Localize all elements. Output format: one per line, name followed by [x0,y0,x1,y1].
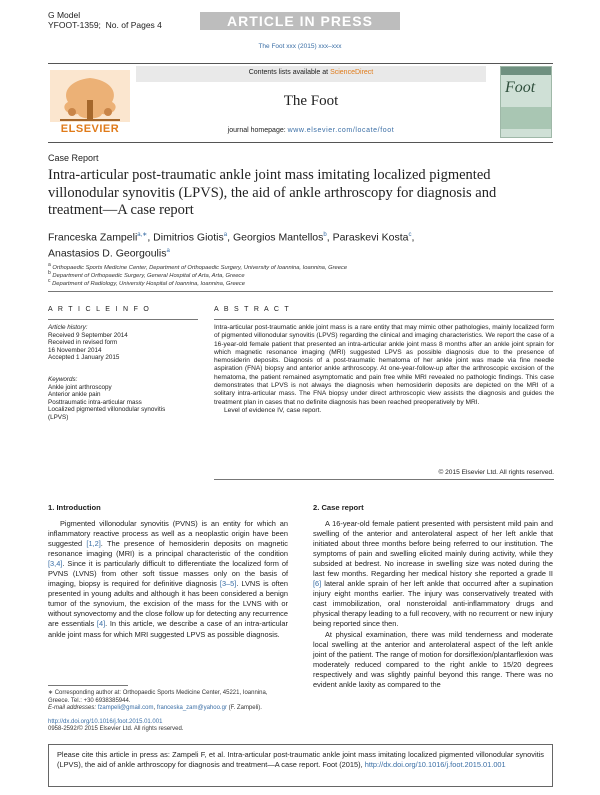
case-text: lateral ankle sprain of her left ankle that occurred after a supination injury eight months earlier. The injury was conservatively treated with cast immobilization, oral nonsteroidal anti-inflammatory drugs and physical therapy leading to a full recovery, with no recurrent or new injury being reported since then. [313,579,553,629]
page-count: No. of Pages 4 [105,20,162,30]
intro-text: Pigmented villonodular synovitis (PVNS) is an entity for which an inflammatory reactive process as well as a neoplastic origin have been suggested [48,519,288,549]
contents-line [136,69,486,76]
author-separator: , [227,231,233,244]
cover-band [501,107,551,129]
case-paragraph-1 [313,519,553,630]
contents-prefix: Contents lists available at [248,69,331,76]
history-item: 16 November 2014 [48,346,102,354]
author-separator: , [326,231,333,244]
intro-text: . The presence of hemosiderin deposits on magnetic resonance imaging (MRI) is a principal characteristic of the condition [48,539,288,559]
introduction-paragraph [48,519,288,640]
history-item: Received 9 September 2014 [48,331,128,339]
citation-box [48,744,553,787]
footnote-rule [48,685,128,686]
email-line [48,705,288,713]
divider-info [48,319,198,320]
history-label: Article history: [48,324,88,331]
sciencedirect-link[interactable]: ScienceDirect [330,69,374,76]
article-code: YFOOT-1359; [48,20,101,30]
citation-link[interactable]: [3–5] [219,579,237,589]
citation-link[interactable]: [6] [313,579,322,589]
keywords [48,376,198,422]
homepage-link[interactable]: www.elsevier.com/locate/foot [287,127,395,134]
affiliation-a-marker: a [48,262,51,268]
citation-doi-link[interactable]: http://dx.doi.org/10.1016/j.foot.2015.01.001 [364,760,506,769]
citation-link[interactable]: [1,2] [86,539,101,549]
history-item: Accepted 1 January 2015 [48,354,120,362]
cover-title: Foot [505,79,536,96]
author-affiliation-marker[interactable]: b [323,232,327,238]
elsevier-wordmark: ELSEVIER [60,123,120,135]
doi-link[interactable]: http://dx.doi.org/10.1016/j.foot.2015.01.001 [48,718,163,725]
case-text: A 16-year-old female patient presented with persistent mild pain and swelling of the anterior and anterolateral aspect of her left ankle that initiated about three months before being referred to our institution. The symptoms of pain and swelling elicited mainly during activity, while they subsided at bedrest. No increase in swelling size was noted during the last few months. Regarding her medical history she reported a grade II [313,519,553,579]
email-link[interactable]: franceska_zam@yahoo.gr [156,705,227,712]
divider-abstract-bottom [214,479,554,480]
email-link[interactable]: fzampeli@gmail.com [97,705,154,712]
divider-abstract [214,319,554,320]
author-separator: , [147,231,154,244]
cover-top-stripe [501,67,551,75]
journal-title: The Foot [283,93,339,109]
case-report-body [313,519,553,690]
keyword: Anterior ankle pain [48,391,101,399]
article-in-press-banner: ARTICLE IN PRESS [200,12,400,30]
author-name: Dimitrios Giotis [153,231,224,244]
history-item: Received in revised form [48,339,118,347]
author-name: Anastasios D. Georgoulis [48,247,167,259]
affiliation-b-marker: b [48,270,51,276]
issn-line: 0958-2592/© 2015 Elsevier Ltd. All rights reserved. [48,726,184,733]
author-list [48,229,528,260]
affiliation-c-marker: c [48,278,51,284]
affiliation-a-text: Orthopaedic Sports Medicine Center, Department of Orthopaedic Surgery, University of Ioannina, Ioannina, Greece [52,264,348,271]
journal-homepage-line [136,127,486,134]
email-tail: (F. Zampeli). [226,705,262,712]
author-affiliation-marker[interactable]: a [166,247,170,254]
author-name: Paraskevi Kosta [332,231,409,244]
citation-link[interactable]: [4] [96,619,106,629]
author-affiliation-marker[interactable]: a [223,232,228,238]
footnote-block [48,690,288,734]
email-label: E-mail addresses: [48,705,98,712]
abstract-body [214,324,554,415]
article-info-heading: A R T I C L E I N F O [48,306,151,313]
author-separator: , [411,231,415,244]
citation-link[interactable]: [3,4] [48,559,63,569]
affiliation-b-text: Department of Orthopaedic Surgery, General Hospital of Arta, Arta, Greece [52,272,245,279]
abstract-heading: A B S T R A C T [214,306,291,313]
corresponding-author-note: ∗ Corresponding author at: Orthopaedic Sports Medicine Center, 45221, Ioannina, Greece. Tel.: +30 6938385944. [48,690,268,704]
intro-text: . LVNS is often presented in young adults and although it has been considered a benign tumor of the synovium, the excision of the mass for the LVNS with or without synovectomy and the close follow up for detecting any recurrence are essentials [48,579,288,629]
journal-cover-thumbnail [500,66,552,138]
journal-reference: The Foot xxx (2015) xxx–xxx [258,43,342,50]
article-title: Intra-articular post-traumatic ankle joint mass imitating localized pigmented villonodular synovitis (LPVS), the aid of ankle arthroscopy for diagnosis and treatment—A case report [48,167,497,218]
section-introduction-heading: 1. Introduction [48,503,101,512]
email-separator: , [153,705,157,712]
author-affiliation-marker[interactable]: c [408,232,412,238]
abstract-copyright: © 2015 Elsevier Ltd. All rights reserved. [438,469,554,476]
keyword: Ankle joint arthroscopy [48,383,112,391]
affiliation-c-text: Department of Radiology, University Hospital of Ioannina, Ioannina, Greece [52,280,246,287]
case-text: At physical examination, there was mild tenderness and moderate local swelling at the anterior and anterolateral aspect of the left ankle joint of the patient. The range of motion for dorsiflexion/plantarflexion was moderately reduced compared to the right ankle to 15/20 degrees respectively and was slightly painful beyond this range. There was no evident ankle laxity as compared to the [313,629,553,689]
keywords-label: Keywords: [48,376,78,383]
author-name: Franceska Zampeli [48,231,138,244]
author-name: Georgios Mantellos [232,231,324,244]
keyword: Localized pigmented villonodular synovitis [48,406,166,414]
citation-text: Please cite this article in press as: Zampeli F, et al. Intra-articular post-traumatic ankle joint mass imitating localized pigmented villonodular synovitis (LPVS), the aid of ankle arthroscopy for diagnosis and treatment—A case report. Foot (2015), [57,750,544,769]
article-history [48,324,198,362]
affiliation-c [48,278,508,287]
divider-top [48,291,553,292]
author-affiliation-marker[interactable]: a,∗ [137,232,148,238]
section-case-report-heading: 2. Case report [313,503,364,512]
case-paragraph-2 [313,630,553,690]
g-model-label: G Model [48,10,81,20]
keyword: (LPVS) [48,413,69,421]
abstract-text: Intra-articular post-traumatic ankle joint mass is a rare entity that may mimic other pathologies, mainly localized form of pigmented villonodular synovitis (LPVS) regarding the clinical and imaging characteristics. We report the case of a 16-year-old female patient that presented an intra-articular ankle joint mass 8 months after an ankle joint sprain for which magnetic resonance imaging (MRI) suggested LPVS as possible diagnosis due to the presence of hemosiderin deposits. Diagnosis of a post-traumatic hematoma of her ankle joint was made via fine needle aspiration (FNA) biopsy and anterior ankle arthroscopy. At one-year-follow-up after the arthroscopic excision of the hematoma, the patient remained asymptomatic and pain free while MRI revealed no pathologic findings. This case demonstrates that LPVS is not always the diagnosis when hemosiderin deposits are depicted on the MRI of a solitary intra-articular mass. The FNA biopsy under direct arthroscopic view assists the diagnosis and guides the treatment plan in cases that no definite diagnosis has been reached preoperatively by MRI. [214,324,554,406]
running-header-left [48,10,162,30]
intro-text: . In this article, we describe a case of an intra-articular ankle joint mass for which MRI suggested LPVS as possible diagnosis. [48,619,288,639]
keyword: Posttraumatic intra-articular mass [48,398,142,406]
homepage-prefix: journal homepage: [227,127,288,134]
article-type: Case Report [48,153,99,163]
level-of-evidence: Level of evidence IV, case report. [224,406,322,414]
intro-text: . Since it is particularly difficult to differentiate the localized form of PVNS (LVNS) from other soft tissue masses only on the basis of imaging, biopsy is required for definitive diagnosis [48,559,288,589]
